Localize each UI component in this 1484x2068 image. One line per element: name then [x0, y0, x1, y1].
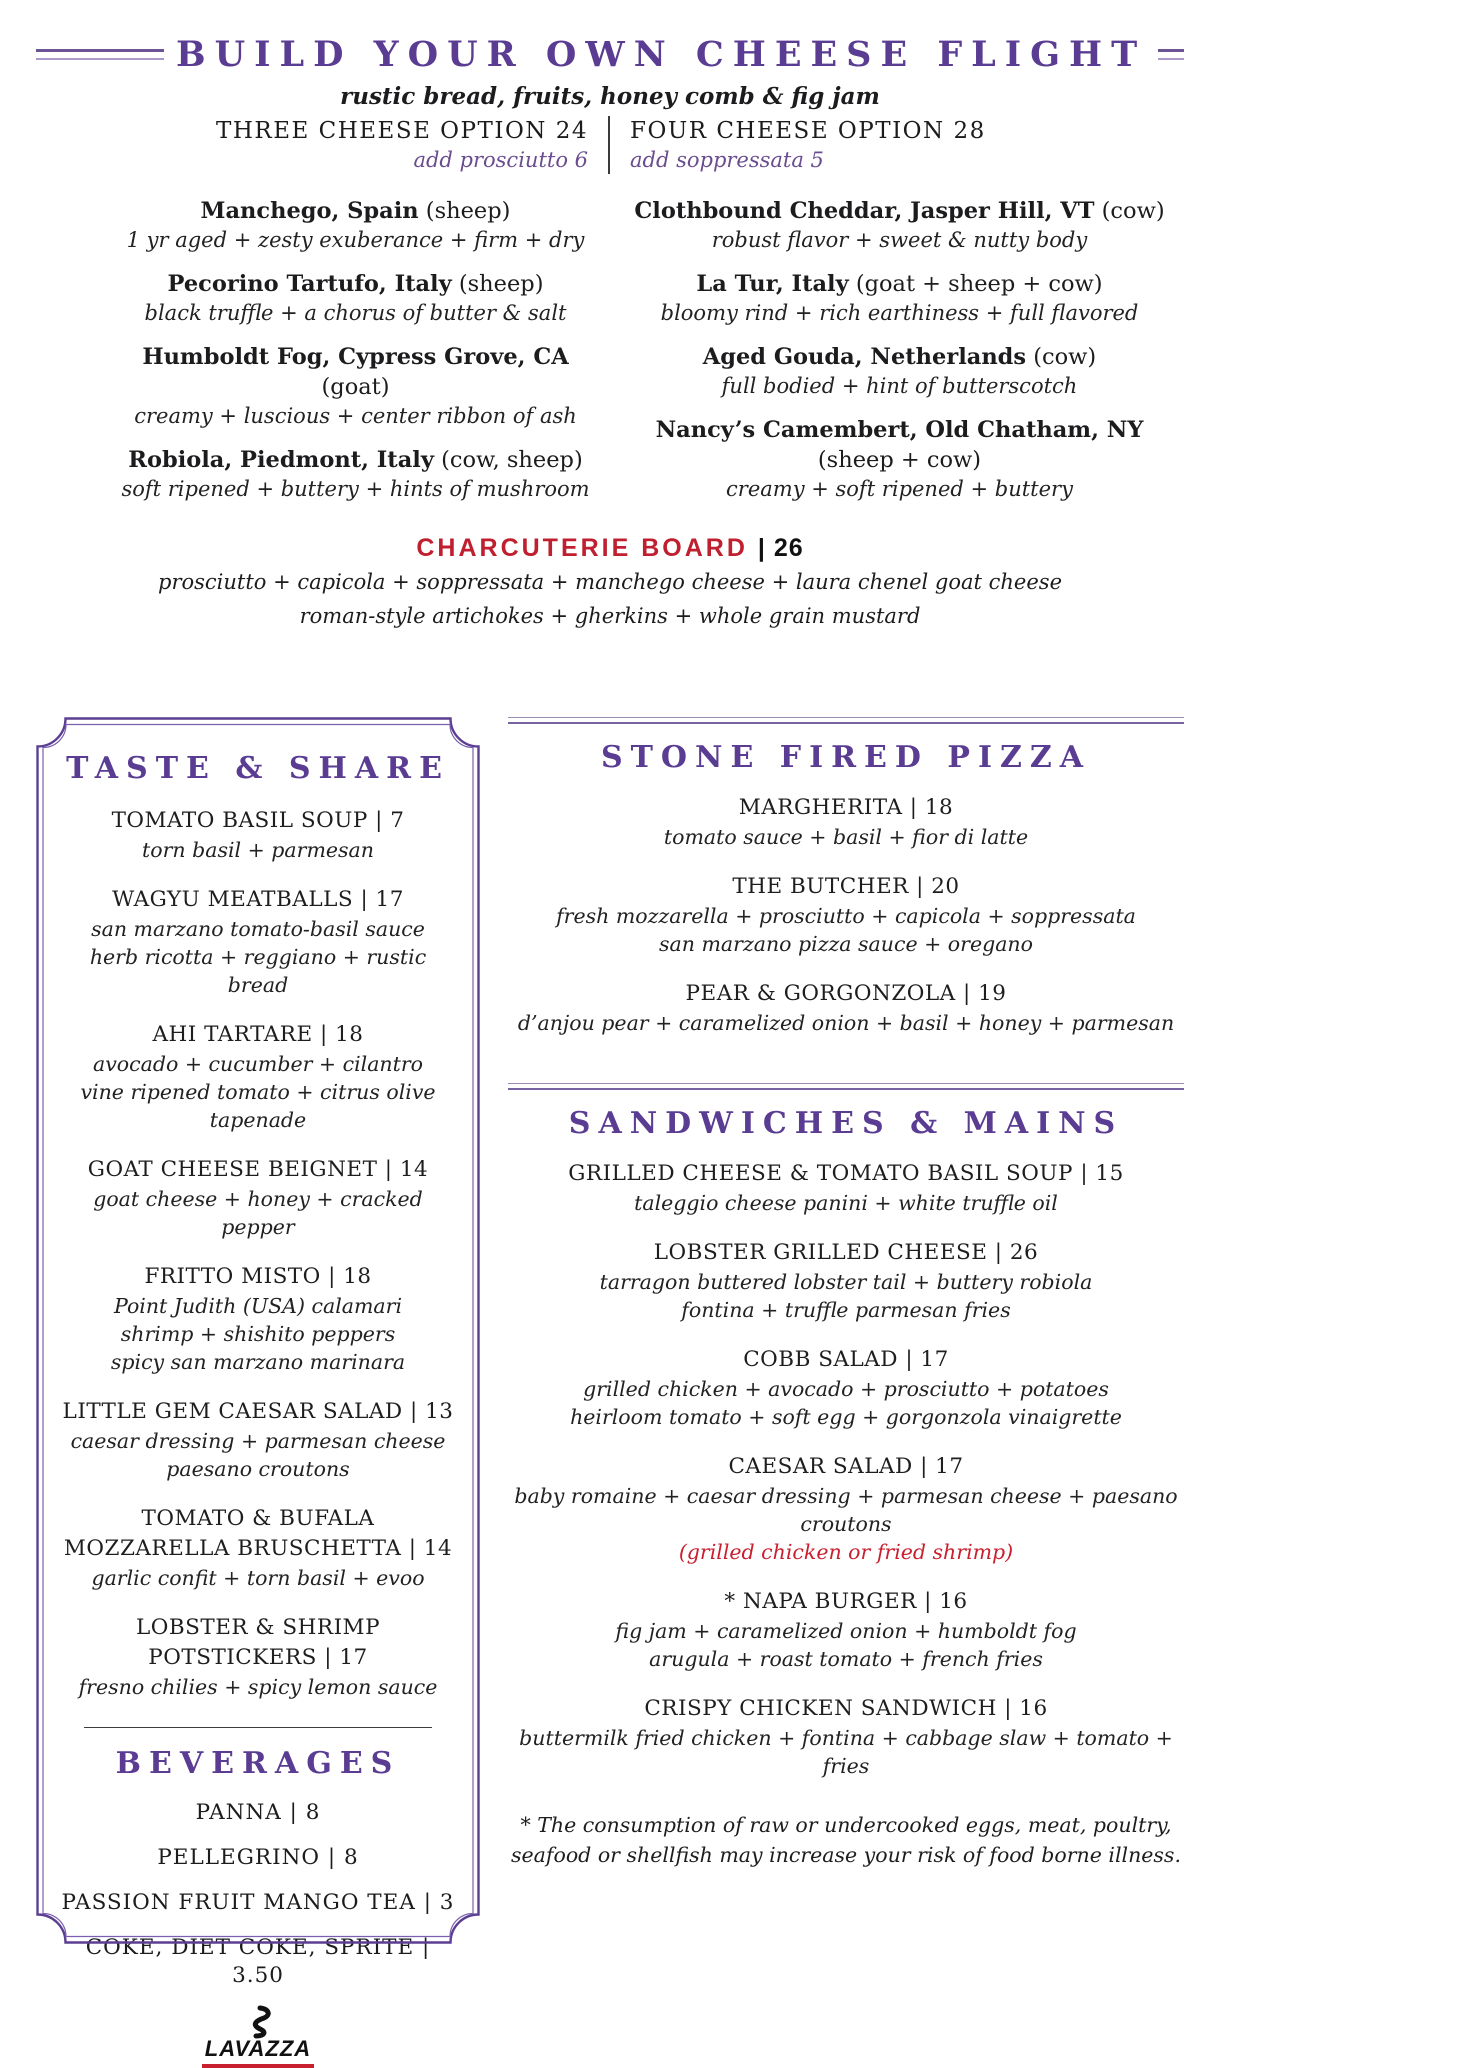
cheese-desc: 1 yr aged + zesty exuberance + firm + dry — [126, 228, 585, 252]
item-desc: fresh mozzarella + prosciutto + capicola + soppressata — [556, 904, 1136, 928]
disclaimer-line: * The consumption of raw or undercooked eggs, meat, poultry, — [520, 1813, 1172, 1837]
menu-item — [508, 793, 1184, 851]
cheese-flight-section — [36, 34, 1184, 631]
three-cheese-option: THREE CHEESE OPTION 24 — [36, 116, 610, 146]
charcuterie-desc: prosciutto + capicola + soppressata + manchego cheese + laura chenel goat cheese — [158, 570, 1062, 594]
item-name: AHI TARTARE | 18 — [152, 1022, 364, 1047]
cheese-item — [615, 415, 1184, 504]
item-name: FRITTO MISTO | 18 — [144, 1264, 372, 1289]
beverages-heading: BEVERAGES — [115, 1746, 401, 1781]
beverage-item: PASSION FRUIT MANGO TEA | 3 — [61, 1890, 455, 1915]
item-desc: goat cheese + honey + cracked pepper — [93, 1187, 423, 1239]
item-name: GOAT CHEESE BEIGNET | 14 — [87, 1157, 429, 1182]
pizza-items — [508, 793, 1184, 1037]
charcuterie-price: | 26 — [757, 534, 804, 562]
cheese-desc: soft ripened + buttery + hints of mushroom — [121, 477, 590, 501]
cheese-item — [106, 445, 605, 504]
cheese-milk: (sheep) — [458, 271, 544, 297]
menu-item — [508, 979, 1184, 1037]
cheese-name: La Tur, Italy — [696, 271, 849, 297]
cheese-column-right — [615, 196, 1184, 504]
item-name: MARGHERITA | 18 — [738, 795, 954, 820]
decorative-line-right — [1158, 49, 1184, 60]
item-name: PEAR & GORGONZOLA | 19 — [685, 981, 1007, 1006]
cheese-name: Robiola, Piedmont, Italy — [128, 447, 434, 473]
menu-item — [508, 1238, 1184, 1324]
beverage-item: PANNA | 8 — [195, 1800, 321, 1825]
menu-item — [508, 1587, 1184, 1673]
item-desc: d’anjou pear + caramelized onion + basil + honey + parmesan — [517, 1011, 1175, 1035]
item-option-note: (grilled chicken or fried shrimp) — [678, 1540, 1014, 1564]
item-desc: fontina + truffle parmesan fries — [681, 1298, 1011, 1322]
cheese-desc: creamy + luscious + center ribbon of ash — [134, 404, 577, 428]
sandwich-items — [508, 1159, 1184, 1780]
item-desc: san marzano pizza sauce + oregano — [659, 932, 1033, 956]
item-name: * NAPA BURGER | 16 — [724, 1589, 968, 1614]
cheese-desc: robust flavor + sweet & nutty body — [711, 228, 1088, 252]
cheese-options — [36, 116, 1184, 174]
cheese-milk: (cow) — [1101, 198, 1165, 224]
cheese-desc: black truffle + a chorus of butter & salt — [144, 301, 567, 325]
main-columns — [36, 717, 1184, 2061]
menu-item — [508, 1694, 1184, 1780]
menu-item — [508, 1159, 1184, 1217]
item-desc: spicy san marzano marinara — [110, 1350, 406, 1374]
item-desc: san marzano tomato-basil sauce — [91, 917, 425, 941]
taste-share-box — [36, 717, 480, 2061]
item-desc: paesano croutons — [166, 1457, 350, 1481]
cheese-item — [106, 269, 605, 328]
item-desc: avocado + cucumber + cilantro — [93, 1052, 423, 1076]
charcuterie-desc: roman-style artichokes + gherkins + whole grain mustard — [299, 604, 921, 628]
cheese-milk: (sheep) — [425, 198, 511, 224]
decorative-line-left — [36, 49, 164, 60]
item-desc: Point Judith (USA) calamari — [113, 1294, 402, 1318]
item-desc: garlic confit + torn basil + evoo — [91, 1566, 425, 1590]
item-desc: torn basil + parmesan — [142, 838, 374, 862]
item-desc: fig jam + caramelized onion + humboldt fog — [615, 1619, 1077, 1643]
cheese-name: Aged Gouda, Netherlands — [702, 344, 1027, 370]
item-desc: fresno chilies + spicy lemon sauce — [78, 1675, 438, 1699]
pizza-heading: STONE FIRED PIZZA — [600, 740, 1092, 775]
section-divider — [508, 717, 1184, 724]
raw-food-disclaimer — [508, 1810, 1184, 1870]
item-desc: caesar dressing + parmesan cheese — [70, 1429, 446, 1453]
four-cheese-option: FOUR CHEESE OPTION 28 — [630, 118, 986, 144]
cheese-milk: (cow) — [1033, 344, 1097, 370]
item-name: TOMATO BASIL SOUP | 7 — [111, 808, 405, 833]
item-desc: tomato sauce + basil + fior di latte — [663, 825, 1029, 849]
item-name: COBB SALAD | 17 — [743, 1347, 949, 1372]
charcuterie-title: CHARCUTERIE BOARD — [416, 534, 748, 562]
cheese-desc: full bodied + hint of butterscotch — [721, 374, 1078, 398]
charcuterie-board — [36, 534, 1184, 631]
item-desc: grilled chicken + avocado + prosciutto + potatoes — [583, 1377, 1109, 1401]
cheese-column-left — [36, 196, 605, 504]
item-name: CRISPY CHICKEN SANDWICH | 16 — [644, 1696, 1048, 1721]
item-desc: vine ripened tomato + citrus olive tapenade — [80, 1080, 436, 1132]
lavazza-swirl-icon — [239, 2006, 277, 2038]
cheese-milk: (cow, sheep) — [441, 447, 583, 473]
cheese-desc: bloomy rind + rich earthiness + full flavored — [660, 301, 1139, 325]
item-desc: taleggio cheese panini + white truffle oil — [634, 1191, 1058, 1215]
menu-item — [508, 1345, 1184, 1431]
cheese-item — [106, 196, 605, 255]
lavazza-wordmark: LAVAZZA — [202, 2036, 314, 2068]
disclaimer-line: seafood or shellfish may increase your risk of food borne illness. — [511, 1843, 1181, 1867]
item-desc: baby romaine + caesar dressing + parmesan cheese + paesano croutons — [514, 1484, 1178, 1536]
item-desc: tarragon buttered lobster tail + buttery robiola — [599, 1270, 1093, 1294]
add-soppressata: add soppressata 5 — [630, 148, 824, 172]
item-name: THE BUTCHER | 20 — [732, 874, 960, 899]
item-name: CAESAR SALAD | 17 — [728, 1454, 964, 1479]
item-desc: buttermilk fried chicken + fontina + cabbage slaw + tomato + fries — [519, 1726, 1173, 1778]
cheese-name: Nancy’s Camembert, Old Chatham, NY — [655, 417, 1144, 443]
cheese-name: Humboldt Fog, Cypress Grove, CA — [142, 344, 569, 370]
cheese-name: Clothbound Cheddar, Jasper Hill, VT — [634, 198, 1095, 224]
add-prosciutto: add prosciutto 6 — [36, 146, 610, 174]
menu-item — [508, 872, 1184, 958]
item-desc: shrimp + shishito peppers — [120, 1322, 396, 1346]
item-name: LITTLE GEM CAESAR SALAD | 13 — [62, 1399, 454, 1424]
sandwiches-heading: SANDWICHES & MAINS — [568, 1106, 1124, 1141]
item-name: LOBSTER GRILLED CHEESE | 26 — [653, 1240, 1039, 1265]
cheese-name: Pecorino Tartufo, Italy — [167, 271, 452, 297]
item-name: GRILLED CHEESE & TOMATO BASIL SOUP | 15 — [568, 1161, 1124, 1186]
cheese-item — [615, 196, 1184, 255]
cheese-item — [615, 269, 1184, 328]
cheese-grid — [36, 196, 1184, 504]
item-name: TOMATO & BUFALA MOZZARELLA BRUSCHETTA | 14 — [63, 1506, 453, 1561]
cheese-desc: creamy + soft ripened + buttery — [726, 477, 1073, 501]
cheese-milk: (goat + sheep + cow) — [855, 271, 1103, 297]
menu-item — [508, 1452, 1184, 1566]
lavazza-logo — [60, 2006, 456, 2068]
cheese-name: Manchego, Spain — [200, 198, 419, 224]
decorative-border — [36, 717, 480, 1944]
cheese-item — [106, 342, 605, 431]
cheese-milk: (goat) — [321, 374, 390, 400]
section-divider — [508, 1083, 1184, 1090]
cheese-milk: (sheep + cow) — [817, 447, 982, 473]
taste-share-heading: TASTE & SHARE — [66, 751, 450, 786]
item-desc: heirloom tomato + soft egg + gorgonzola vinaigrette — [570, 1405, 1122, 1429]
item-name: LOBSTER & SHRIMP POTSTICKERS | 17 — [135, 1615, 381, 1670]
beverage-item: PELLEGRINO | 8 — [157, 1845, 359, 1870]
title-row — [36, 34, 1184, 75]
beverage-item: COKE, DIET COKE, SPRITE | 3.50 — [85, 1935, 431, 1988]
item-desc: herb ricotta + reggiano + rustic bread — [89, 945, 427, 997]
cheese-item — [615, 342, 1184, 401]
right-column — [508, 717, 1184, 1944]
item-name: WAGYU MEATBALLS | 17 — [112, 887, 404, 912]
page-title: BUILD YOUR OWN CHEESE FLIGHT — [176, 34, 1147, 75]
cheese-flight-subtitle: rustic bread, fruits, honey comb & fig jam — [340, 83, 880, 110]
item-desc: arugula + roast tomato + french fries — [649, 1647, 1043, 1671]
